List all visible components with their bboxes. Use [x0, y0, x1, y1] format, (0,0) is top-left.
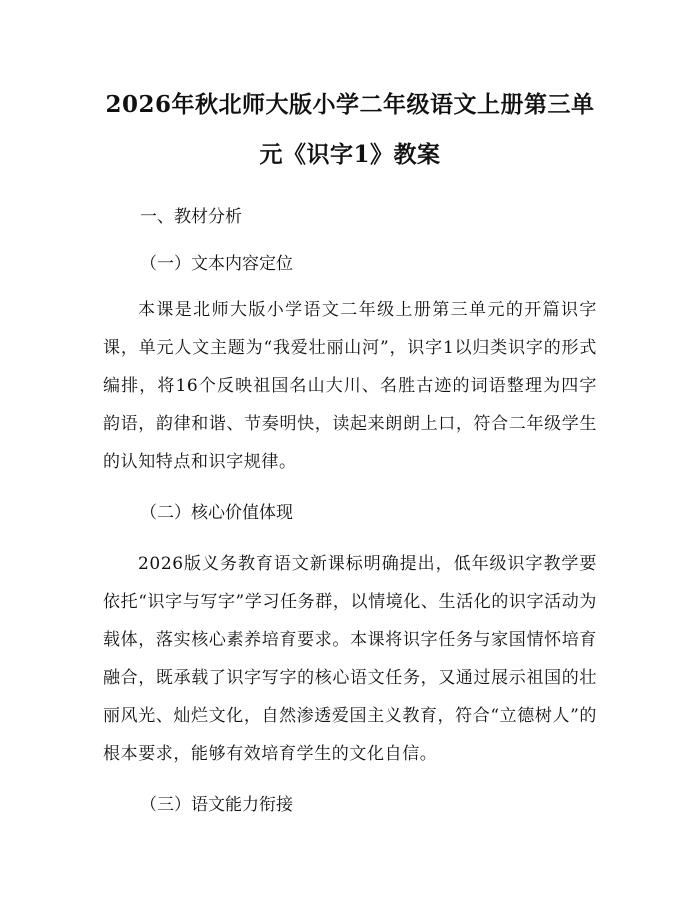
subsection-heading-language-ability: （三）语文能力衔接 — [140, 795, 293, 815]
section-heading-textbook-analysis: 一、教材分析 — [140, 207, 242, 227]
subsection-heading-core-value: （二）核心价值体现 — [140, 503, 293, 523]
subsection-heading-text-positioning: （一）文本内容定位 — [140, 254, 293, 274]
paragraph-text-positioning: 本课是北师大版小学语文二年级上册第三单元的开篇识字课，单元人文主题为“我爱壮丽山河”，识字1以归类识字的形式编排，将16个反映祖国名山大川、名胜古迹的词语整理为四字韵语，韵律和谐、节奏明快，读起来朗朗上口，符合二年级学生的认知特点和识字规律。 — [103, 300, 597, 472]
paragraph-core-value: 2026版义务教育语文新课标明确提出，低年级识字教学要依托“识字与写字”学习任务群，以情境化、生活化的识字活动为载体，落实核心素养培育要求。本课将识字任务与家国情怀培育融合，既承载了识字写字的核心语文任务，又通过展示祖国的壮丽风光、灿烂文化，自然渗透爱国主义教育，符合“立德树人”的根本要求，能够有效培育学生的文化自信。 — [103, 554, 597, 764]
document-title: 2026年秋北师大版小学二年级语文上册第三单元《识字1》教案 — [105, 91, 595, 168]
